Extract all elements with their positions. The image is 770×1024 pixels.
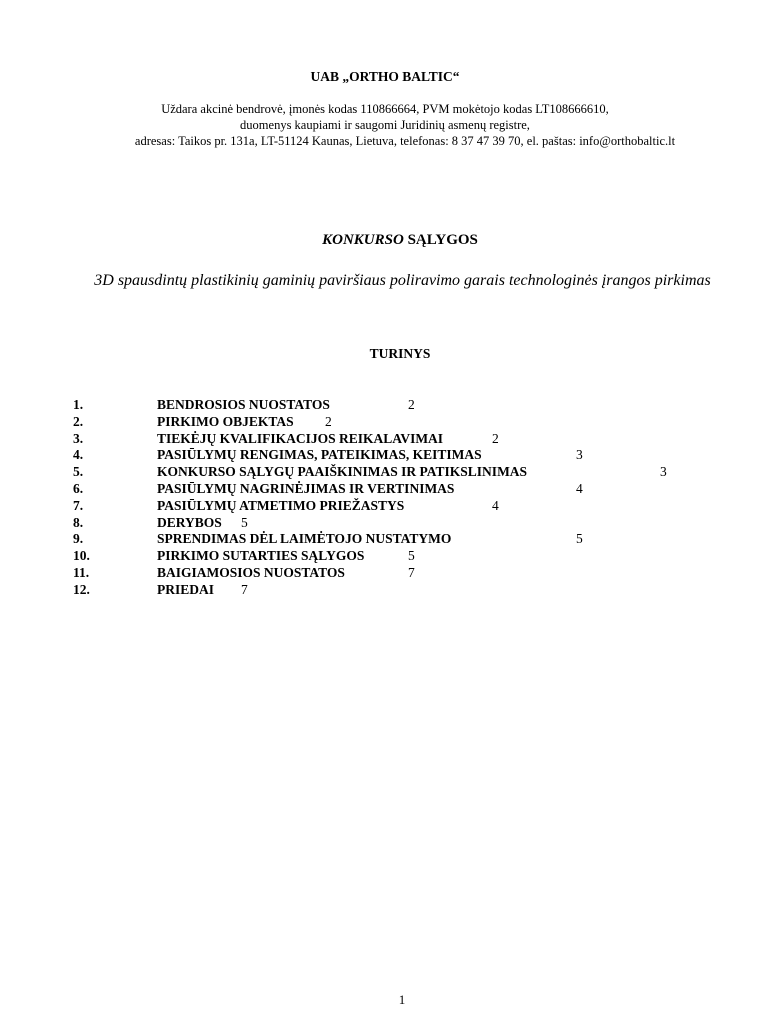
toc-item-number: 12. (73, 581, 90, 597)
company-info-line-2: duomenys kaupiami ir saugomi Juridinių asmenų registre, (240, 118, 530, 132)
toc-item-title: PASIŪLYMŲ NAGRINĖJIMAS IR VERTINIMAS (157, 480, 455, 496)
toc-item-number: 5. (73, 464, 84, 480)
toc-item-page: 4 (492, 497, 499, 513)
toc-item-number: 2. (73, 413, 84, 429)
toc-item-number: 3. (73, 430, 84, 446)
document-title-rest: SĄLYGOS (403, 232, 478, 248)
toc-item-title: PRIEDAI (157, 581, 215, 597)
toc-item (0, 498, 770, 515)
toc-item-page: 2 (492, 430, 499, 446)
toc-item-number: 6. (73, 480, 84, 496)
toc-item (0, 464, 770, 481)
toc-item-title: PIRKIMO OBJEKTAS (157, 413, 294, 429)
toc-item-title: BENDROSIOS NUOSTATOS (157, 397, 330, 412)
toc-item-number: 4. (73, 447, 84, 463)
document-title-italic: KONKURSO (322, 232, 404, 248)
toc-item (0, 414, 770, 431)
toc-item-page: 2 (408, 397, 415, 412)
toc-item-title: KONKURSO SĄLYGŲ PAAIŠKINIMAS IR PATIKSLINIMAS (157, 464, 528, 480)
toc-item (0, 531, 770, 548)
document-title (15, 232, 770, 249)
toc-item-number: 10. (73, 548, 90, 564)
toc-item-page: 5 (408, 548, 415, 564)
toc-item (0, 481, 770, 498)
toc-item-title: BAIGIAMOSIOS NUOSTATOS (157, 564, 345, 580)
toc-item (0, 565, 770, 582)
company-info-line-1: Uždara akcinė bendrovė, įmonės kodas 110866664, PVM mokėtojo kodas LT108666610, (161, 102, 609, 116)
company-name: UAB „ORTHO BALTIC“ (310, 69, 460, 84)
table-of-contents (0, 397, 770, 599)
toc-item (0, 548, 770, 565)
toc-item-title: TIEKĖJŲ KVALIFIKACIJOS REIKALAVIMAI (157, 430, 444, 446)
toc-item (0, 431, 770, 448)
toc-item (0, 397, 770, 414)
toc-item-number: 8. (73, 514, 84, 530)
toc-item-page: 4 (576, 480, 583, 496)
toc-item-page: 2 (325, 413, 332, 429)
company-info-line-3: adresas: Taikos pr. 131a, LT-51124 Kaunas, Lietuva, telefonas: 8 37 47 39 70, el. paštas: info@orthobaltic.lt (134, 134, 676, 148)
toc-item-title: SPRENDIMAS DĖL LAIMĖTOJO NUSTATYMO (157, 531, 452, 547)
page-number: 1 (398, 992, 406, 1007)
toc-heading: TURINYS (369, 346, 431, 361)
toc-item-number: 7. (73, 497, 84, 513)
toc-item-page: 5 (241, 514, 248, 530)
toc-item-page: 7 (408, 564, 415, 580)
toc-item-page: 7 (241, 581, 248, 597)
toc-item (0, 447, 770, 464)
document-subtitle: 3D spausdintų plastikinių gaminių paviršiaus poliravimo garais technologinės įrangos pirkimas (94, 272, 711, 289)
toc-item-number: 9. (73, 531, 84, 547)
toc-item-number: 11. (73, 564, 90, 580)
toc-item-page: 3 (576, 447, 583, 463)
toc-item-title: PASIŪLYMŲ ATMETIMO PRIEŽASTYS (157, 497, 405, 513)
toc-item-title: PIRKIMO SUTARTIES SĄLYGOS (157, 548, 365, 564)
toc-item (0, 582, 770, 599)
toc-item-page: 3 (660, 464, 667, 480)
toc-item-number: 1. (73, 397, 84, 412)
toc-item-page: 5 (576, 531, 583, 547)
toc-item-title: PASIŪLYMŲ RENGIMAS, PATEIKIMAS, KEITIMAS (157, 447, 482, 463)
toc-item (0, 515, 770, 532)
toc-item-title: DERYBOS (157, 514, 222, 530)
